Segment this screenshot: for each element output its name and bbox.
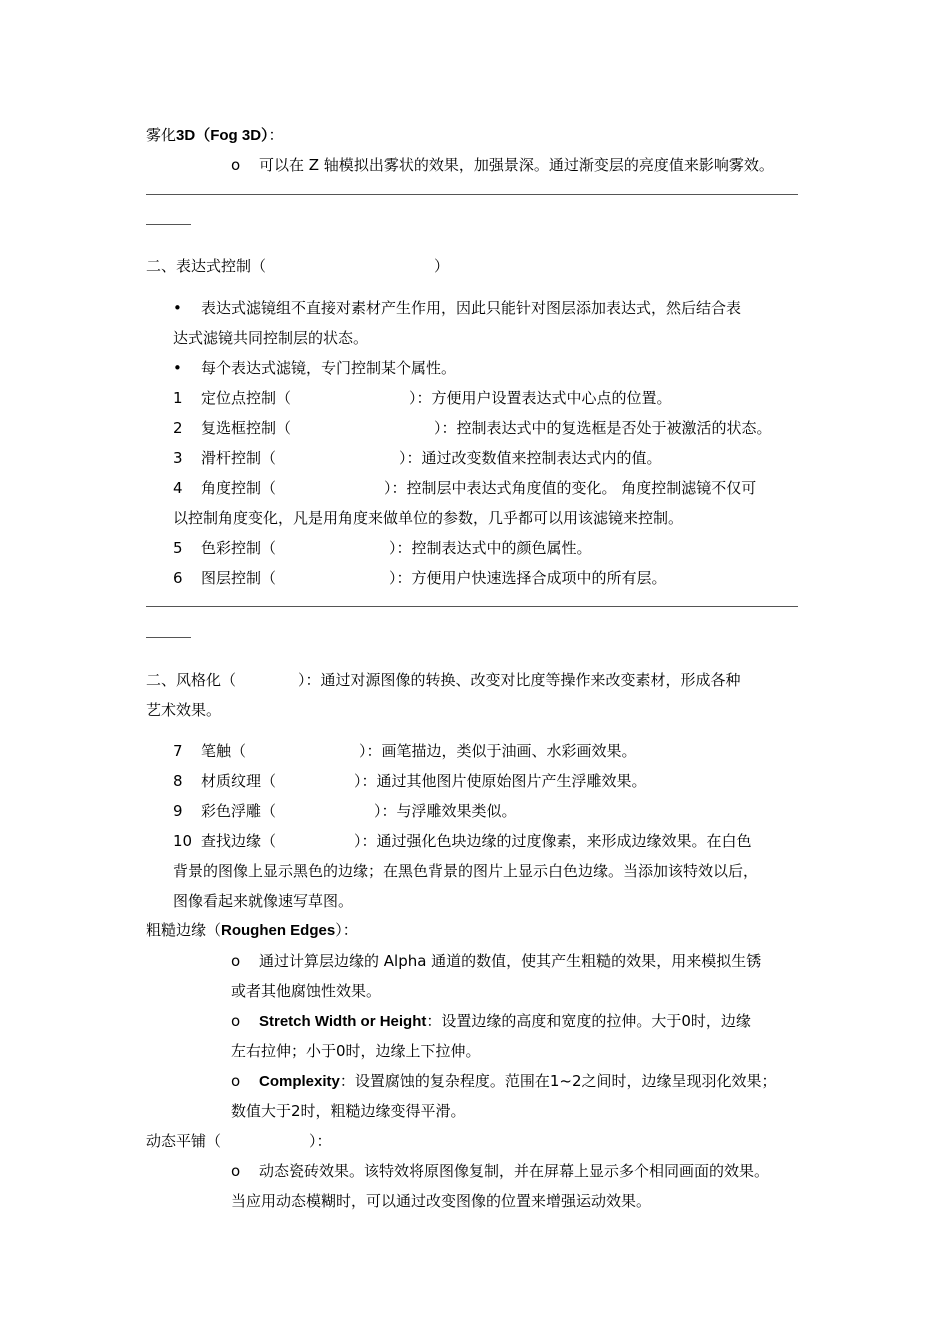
item-name: 彩色浮雕（ <box>201 802 277 820</box>
stylize-heading-cont <box>146 700 221 720</box>
fog3d-desc <box>231 155 774 175</box>
roughen-p2 <box>231 1011 751 1032</box>
motiontile-p1-line2: 当应用动态模糊时，可以通过改变图像的位置来增强运动效果。 <box>231 1192 652 1210</box>
item-desc-cont: 图像看起来就像速写草图。 <box>173 892 354 910</box>
item-desc: ）：通过其他图片使原始图片产生浮雕效果。 <box>354 772 647 790</box>
stylize-heading-text: 二、风格化（ <box>146 671 237 689</box>
item-number: 6 <box>173 569 183 587</box>
fog3d-title-prefix: 雾化 <box>146 126 177 144</box>
item-desc: ）：控制表达式中的颜色属性。 <box>389 539 592 557</box>
roughen-p2-line2: 左右拉伸；小于0时，边缘上下拉伸。 <box>231 1042 481 1060</box>
item-name: 滑杆控制（ <box>201 449 277 467</box>
expr-bullet-1-line1: 表达式滤镜组不直接对素材产生作用，因此只能针对图层添加表达式，然后结合表 <box>201 299 742 317</box>
roughen-p1-line1: 通过计算层边缘的 Alpha 通道的数值，使其产生粗糙的效果，用来模拟生锈 <box>259 952 762 970</box>
expr-item <box>173 418 772 438</box>
expr-item <box>173 538 592 558</box>
item-desc: ）：通过强化色块边缘的过度像素，来形成边缘效果。在白色 <box>354 832 752 850</box>
motiontile-title-text: 动态平铺（ <box>146 1132 222 1150</box>
roughen-p3-line2: 数值大于2时，粗糙边缘变得平滑。 <box>231 1102 466 1120</box>
stylize-item <box>173 831 752 851</box>
expr-item <box>173 478 756 498</box>
expr-bullet-2-text: 每个表达式滤镜，专门控制某个属性。 <box>201 359 457 377</box>
item-number: 5 <box>173 539 183 557</box>
separator-line <box>146 606 798 607</box>
bullet-icon: • <box>173 299 182 317</box>
motiontile-p1-line1: 动态瓷砖效果。该特效将原图像复制，并在屏幕上显示多个相同画面的效果。 <box>259 1162 770 1180</box>
item-name: 图层控制（ <box>201 569 277 587</box>
expr-heading-close: ） <box>434 257 450 275</box>
expr-item-cont <box>173 508 683 528</box>
stylize-heading-line2: 艺术效果。 <box>146 701 222 719</box>
item-number: 1 <box>173 389 183 407</box>
expr-item <box>173 388 672 408</box>
item-name: 色彩控制（ <box>201 539 277 557</box>
fog3d-desc-text: 可以在 Z 轴模拟出雾状的效果，加强景深。通过渐变层的亮度值来影响雾效。 <box>259 156 774 174</box>
expr-bullet-1 <box>173 298 741 318</box>
roughen-title-en: Roughen Edges <box>221 922 336 939</box>
item-name: 复选框控制（ <box>201 419 292 437</box>
item-number: 2 <box>173 419 183 437</box>
item-desc: ）：控制表达式中的复选框是否处于被激活的状态。 <box>434 419 772 437</box>
expr-heading-text: 二、表达式控制（ <box>146 257 267 275</box>
stylize-item-cont <box>173 891 353 911</box>
roughen-p3-term: Complexity <box>259 1073 340 1090</box>
motiontile-p1-cont <box>231 1191 651 1211</box>
stylize-item <box>173 741 637 761</box>
circle-bullet-icon: o <box>231 1072 241 1090</box>
motiontile-p1 <box>231 1161 769 1181</box>
roughen-p1 <box>231 951 761 971</box>
bullet-icon: • <box>173 359 182 377</box>
item-desc: ）：控制层中表达式角度值的变化。 角度控制滤镜不仅可 <box>384 479 757 497</box>
roughen-p3 <box>231 1071 777 1092</box>
item-name: 材质纹理（ <box>201 772 277 790</box>
item-number: 4 <box>173 479 183 497</box>
stylize-heading <box>146 670 741 690</box>
expr-bullet-1-cont <box>173 328 368 348</box>
circle-bullet-icon: o <box>231 952 241 970</box>
stylize-heading-desc: ）：通过对源图像的转换、改变对比度等操作来改变素材，形成各种 <box>298 671 741 689</box>
expr-bullet-1-line2: 达式滤镜共同控制层的状态。 <box>173 329 369 347</box>
item-number: 10 <box>173 832 193 850</box>
roughen-title-prefix: 粗糙边缘（ <box>146 921 222 939</box>
fog3d-title-colon: ： <box>268 126 284 144</box>
separator-line-short <box>146 224 191 225</box>
item-desc-cont: 背景的图像上显示黑色的边缘；在黑色背景的图片上显示白色边缘。当添加该特效以后， <box>173 862 759 880</box>
item-number: 7 <box>173 742 183 760</box>
stylize-item <box>173 771 647 791</box>
roughen-title <box>146 920 358 941</box>
motiontile-title <box>146 1131 332 1151</box>
roughen-p1-cont <box>231 981 381 1001</box>
item-name: 笔触（ <box>201 742 247 760</box>
separator-line-short <box>146 637 191 638</box>
roughen-p3-cont <box>231 1101 466 1121</box>
item-desc: ）：画笔描边，类似于油画、水彩画效果。 <box>359 742 637 760</box>
separator-line <box>146 194 798 195</box>
roughen-p2-cont <box>231 1041 481 1061</box>
circle-bullet-icon: o <box>231 1012 241 1030</box>
expr-bullet-2 <box>173 358 456 378</box>
stylize-item <box>173 801 517 821</box>
roughen-p2-line1: ：设置边缘的高度和宽度的拉伸。大于0时，边缘 <box>426 1012 751 1030</box>
circle-bullet-icon: o <box>231 156 241 174</box>
roughen-title-close: ）： <box>335 921 358 939</box>
roughen-p3-line1: ：设置腐蚀的复杂程度。范围在1~2之间时，边缘呈现羽化效果； <box>339 1072 777 1090</box>
fog3d-title-en: 3D（Fog 3D） <box>176 127 269 144</box>
fog3d-title <box>146 125 284 146</box>
item-name: 角度控制（ <box>201 479 277 497</box>
circle-bullet-icon: o <box>231 1162 241 1180</box>
expr-heading <box>146 256 449 276</box>
item-name: 定位点控制（ <box>201 389 292 407</box>
item-desc-cont: 以控制角度变化，凡是用角度来做单位的参数，几乎都可以用该滤镜来控制。 <box>173 509 684 527</box>
item-desc: ）：与浮雕效果类似。 <box>374 802 517 820</box>
expr-item <box>173 448 662 468</box>
roughen-p1-line2: 或者其他腐蚀性效果。 <box>231 982 382 1000</box>
expr-item <box>173 568 667 588</box>
item-number: 8 <box>173 772 183 790</box>
motiontile-title-close: ）： <box>309 1132 332 1150</box>
roughen-p2-term: Stretch Width or Height <box>259 1013 427 1030</box>
item-name: 查找边缘（ <box>201 832 277 850</box>
item-number: 9 <box>173 802 183 820</box>
item-desc: ）：方便用户设置表达式中心点的位置。 <box>409 389 672 407</box>
item-number: 3 <box>173 449 183 467</box>
item-desc: ）：方便用户快速选择合成项中的所有层。 <box>389 569 667 587</box>
stylize-item-cont <box>173 861 758 881</box>
item-desc: ）：通过改变数值来控制表达式内的值。 <box>399 449 662 467</box>
